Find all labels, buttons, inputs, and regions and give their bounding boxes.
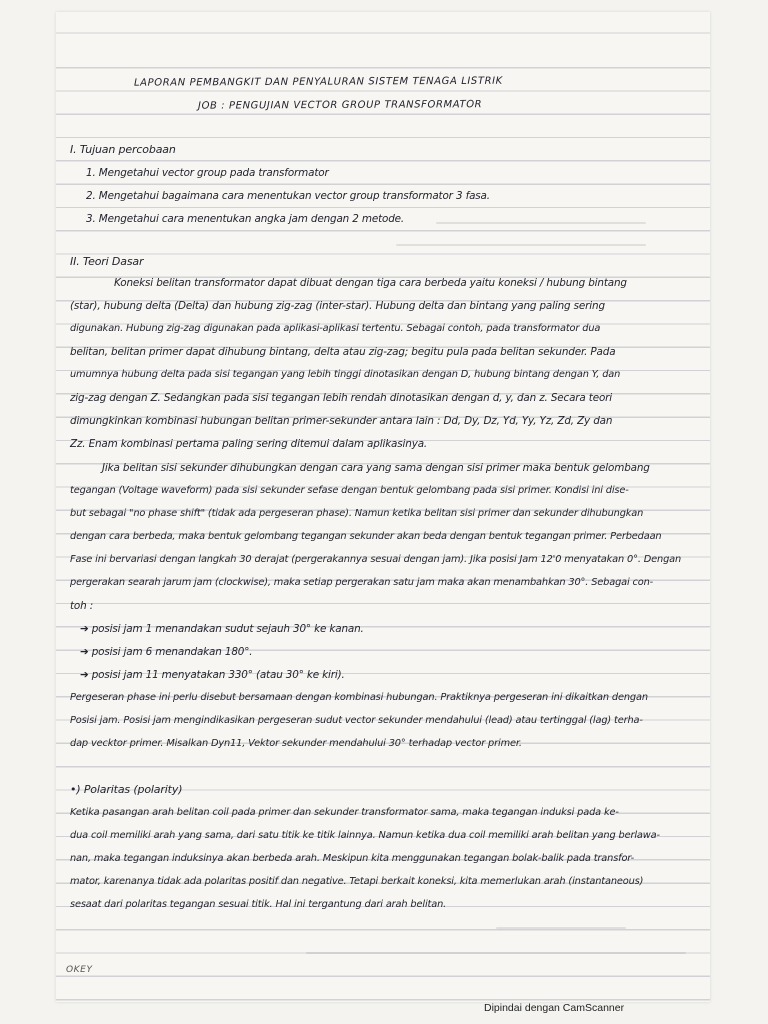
clock-bullet-2: ➔ posisi jam 6 menandakan 180°. (80, 646, 253, 658)
section3-heading: •) Polaritas (polarity) (70, 783, 183, 796)
theory-line: Fase ini bervariasi dengan langkah 30 derajat (pergerakannya sesuai dengan jam). Jika posisi Jam 12'0 menyatakan 0°. Dengan (70, 554, 682, 565)
theory-line: Posisi jam. Posisi jam mengindikasikan pergeseran sudut vector sekunder mendahului (lead) atau tertinggal (lag) terha- (70, 715, 643, 726)
theory-line: Pergeseran phase ini perlu disebut bersamaan dengan kombinasi hubungan. Praktiknya pergeseran ini dikaitkan dengan (70, 692, 648, 703)
scanned-page (56, 12, 710, 1002)
theory-line: dap vecktor primer. Misalkan Dyn11, Vektor sekunder mendahului 30° terhadap vector primer. (70, 738, 522, 749)
theory-line: dimungkinkan kombinasi hubungan belitan primer-sekunder antara lain : Dd, Dy, Dz, Yd, Yy, Yz, Zd, Zy dan (70, 415, 613, 427)
arrow-bullet-icon: ➔ (80, 669, 92, 681)
clock-bullet-1: ➔ posisi jam 1 menandakan sudut sejauh 30° ke kanan. (80, 623, 364, 635)
theory-line: toh : (70, 600, 94, 612)
theory-line: belitan, belitan primer dapat dihubung bintang, delta atau zig-zag; begitu pula pada belitan sekunder. Pada (70, 346, 616, 358)
polarity-line: dua coil memiliki arah yang sama, dari satu titik ke titik lainnya. Namun ketika dua coil memiliki arah belitan yang berlawa- (70, 830, 660, 841)
theory-line: Koneksi belitan transformator dapat dibuat dengan tiga cara berbeda yaitu koneksi / hubung bintang (114, 277, 627, 289)
section2-heading: II. Teori Dasar (70, 255, 144, 268)
section1-heading: I. Tujuan percobaan (70, 143, 176, 156)
polarity-line: mator, karenanya tidak ada polaritas positif dan negative. Tetapi berkait koneksi, kita memerlukan arah (instantaneous) (70, 876, 644, 887)
objective-3: 3. Mengetahui cara menentukan angka jam dengan 2 metode. (86, 213, 405, 225)
bleed-through-mark (306, 952, 686, 954)
bleed-through-mark (436, 222, 646, 224)
theory-line: (star), hubung delta (Delta) dan hubung zig-zag (inter-star). Hubung delta dan bintang yang paling sering (70, 300, 605, 312)
theory-line: Jika belitan sisi sekunder dihubungkan dengan cara yang sama dengan sisi primer maka bentuk gelombang (102, 462, 650, 474)
theory-line: umumnya hubung delta pada sisi tegangan yang lebih tinggi dinotasikan dengan D, hubung bintang dengan Y, dan (70, 369, 621, 380)
polarity-line: nan, maka tegangan induksinya akan berbeda arah. Meskipun kita menggunakan tegangan bolak-balik pada transfor- (70, 853, 635, 864)
polarity-line: sesaat dari polaritas tegangan sesuai titik. Hal ini tergantung dari arah belitan. (70, 899, 447, 910)
arrow-bullet-icon: ➔ (80, 646, 92, 658)
theory-line: but sebagai "no phase shift" (tidak ada pergeseran phase). Namun ketika belitan sisi primer dan sekunder dihubungkan (70, 508, 644, 519)
bleed-through-mark (396, 244, 646, 246)
theory-line: tegangan (Voltage waveform) pada sisi sekunder sefase dengan bentuk gelombang pada sisi primer. Kondisi ini dise- (70, 485, 629, 496)
report-title: LAPORAN PEMBANGKIT DAN PENYALURAN SISTEM TENAGA LISTRIK (133, 75, 503, 89)
bleed-through-mark (496, 927, 626, 929)
polarity-line: Ketika pasangan arah belitan coil pada primer dan sekunder transformator sama, maka tegangan induksi pada ke- (70, 807, 619, 818)
objective-1: 1. Mengetahui vector group pada transformator (86, 167, 329, 179)
theory-line: pergerakan searah jarum jam (clockwise), maka setiap pergerakan satu jam maka akan menambahkan 30°. Sebagai con- (70, 577, 654, 588)
theory-line: digunakan. Hubung zig-zag digunakan pada aplikasi-aplikasi tertentu. Sebagai contoh, pada transformator dua (70, 323, 601, 334)
theory-line: dengan cara berbeda, maka bentuk gelombang tegangan sekunder akan beda dengan bentuk tegangan primer. Perbedaan (70, 531, 662, 542)
arrow-bullet-icon: ➔ (80, 623, 92, 635)
objective-2: 2. Mengetahui bagaimana cara menentukan vector group transformator 3 fasa. (86, 190, 490, 202)
report-job: JOB : PENGUJIAN VECTOR GROUP TRANSFORMATOR (197, 99, 483, 112)
theory-line: zig-zag dengan Z. Sedangkan pada sisi tegangan lebih rendah dinotasikan dengan d, y, dan z. Secara teori (70, 392, 613, 404)
paper-brand-logo: OKEY (66, 965, 93, 975)
theory-line: Zz. Enam kombinasi pertama paling sering ditemui dalam aplikasinya. (70, 438, 428, 450)
clock-bullet-3: ➔ posisi jam 11 menyatakan 330° (atau 30° ke kiri). (80, 669, 345, 681)
scanner-watermark: Dipindai dengan CamScanner (484, 1002, 625, 1014)
